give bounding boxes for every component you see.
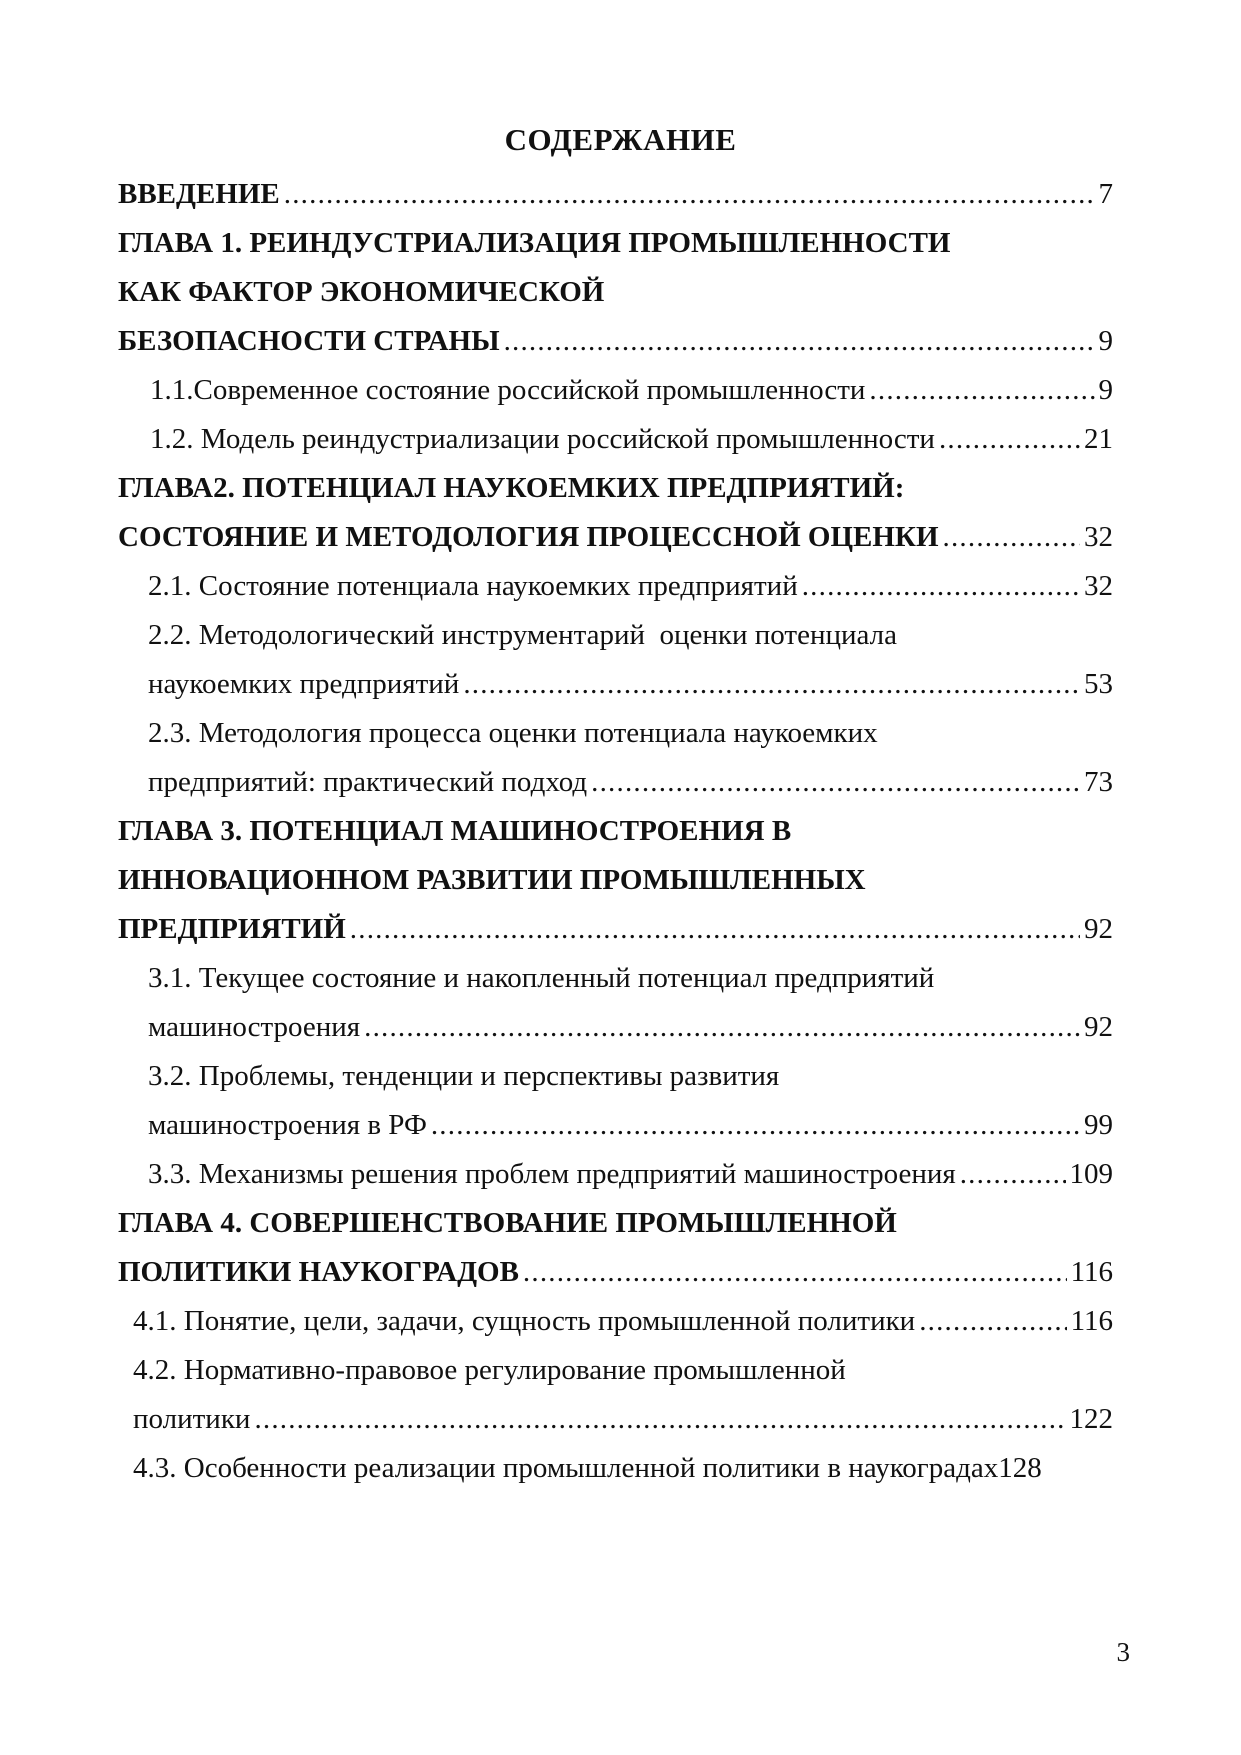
toc-page-number: 92: [1084, 1011, 1113, 1043]
toc-entry-title: предприятий: практический подход: [148, 766, 588, 798]
toc-section-2-2-line-2[interactable]: [148, 660, 1113, 708]
toc-section-2-3-line-2[interactable]: [148, 758, 1113, 806]
leader-dots: [350, 905, 1080, 953]
table-of-contents: [0, 170, 1241, 1650]
leader-dots: [943, 513, 1080, 561]
leader-dots: [869, 366, 1094, 414]
toc-chapter-2-line-1[interactable]: ГЛАВА2. ПОТЕНЦИАЛ НАУКОЕМКИХ ПРЕДПРИЯТИЙ:: [118, 472, 905, 504]
toc-chapter-1-line-2[interactable]: КАК ФАКТОР ЭКОНОМИЧЕСКОЙ: [118, 276, 605, 308]
toc-chapter-2-line-2[interactable]: [118, 513, 1113, 561]
toc-entry-title: БЕЗОПАСНОСТИ СТРАНЫ: [118, 325, 500, 357]
toc-chapter-3-line-3[interactable]: [118, 905, 1113, 953]
toc-section-3-1-line-2[interactable]: [148, 1003, 1113, 1051]
leader-dots: [960, 1150, 1066, 1198]
toc-page-number: 9: [1098, 374, 1113, 406]
toc-section-2-1[interactable]: [148, 562, 1113, 610]
toc-entry-title: машиностроения: [148, 1011, 361, 1043]
leader-dots: [284, 170, 1095, 218]
toc-section-1-1[interactable]: [150, 366, 1113, 414]
leader-dots: [254, 1395, 1065, 1443]
toc-section-4-2-line-2[interactable]: [133, 1395, 1113, 1443]
leader-dots: [504, 317, 1095, 365]
toc-chapter-1-line-3[interactable]: [118, 317, 1113, 365]
toc-entry-title: ПРЕДПРИЯТИЙ: [118, 913, 346, 945]
leader-dots: [523, 1248, 1067, 1296]
toc-chapter-3-line-1[interactable]: ГЛАВА 3. ПОТЕНЦИАЛ МАШИНОСТРОЕНИЯ В: [118, 815, 792, 847]
toc-entry-title: 1.2. Модель реиндустриализации российской промышленности: [150, 423, 935, 455]
toc-entry-title: машиностроения в РФ: [148, 1109, 427, 1141]
toc-section-2-2-line-1[interactable]: 2.2. Методологический инструментарий оценки потенциала: [148, 619, 898, 651]
toc-entry-intro[interactable]: [118, 170, 1113, 218]
toc-entry-title: наукоемких предприятий: [148, 668, 460, 700]
toc-entry-title: ПОЛИТИКИ НАУКОГРАДОВ: [118, 1256, 519, 1288]
toc-chapter-4-line-1[interactable]: ГЛАВА 4. СОВЕРШЕНСТВОВАНИЕ ПРОМЫШЛЕННОЙ: [118, 1207, 897, 1239]
toc-page-number: 109: [1069, 1158, 1113, 1190]
toc-page-number: 21: [1084, 423, 1113, 455]
toc-page-number: 99: [1084, 1109, 1113, 1141]
toc-entry-title: 3.3. Механизмы решения проблем предприятий машиностроения: [148, 1158, 956, 1190]
toc-entry-title: 2.1. Состояние потенциала наукоемких предприятий: [148, 570, 798, 602]
toc-page-number: 92: [1084, 913, 1113, 945]
leader-dots: [802, 562, 1080, 610]
toc-chapter-4-line-2[interactable]: [118, 1248, 1113, 1296]
leader-dots: [431, 1101, 1080, 1149]
toc-section-3-2-line-2[interactable]: [148, 1101, 1113, 1149]
toc-page-number: 122: [1069, 1403, 1113, 1435]
toc-section-4-2-line-1[interactable]: 4.2. Нормативно-правовое регулирование промышленной: [133, 1354, 846, 1386]
toc-entry-title: 4.3. Особенности реализации промышленной политики в наукоградах: [133, 1452, 999, 1484]
page-number: 3: [1116, 1637, 1130, 1667]
toc-section-4-1[interactable]: [133, 1297, 1113, 1345]
toc-chapter-1-line-1[interactable]: ГЛАВА 1. РЕИНДУСТРИАЛИЗАЦИЯ ПРОМЫШЛЕННОСТИ: [118, 227, 951, 259]
toc-chapter-3-line-2[interactable]: ИННОВАЦИОННОМ РАЗВИТИИ ПРОМЫШЛЕННЫХ: [118, 864, 866, 896]
toc-page-number: 32: [1084, 521, 1113, 553]
page-title: СОДЕРЖАНИЕ: [504, 122, 737, 157]
toc-section-3-3[interactable]: [148, 1150, 1113, 1198]
toc-page-number: 7: [1098, 178, 1113, 210]
leader-dots: [591, 758, 1080, 806]
leader-dots: [364, 1003, 1080, 1051]
toc-section-2-3-line-1[interactable]: 2.3. Методология процесса оценки потенциала наукоемких: [148, 717, 878, 749]
toc-entry-title: 1.1.Современное состояние российской промышленности: [150, 374, 866, 406]
toc-entry-title: ВВЕДЕНИЕ: [118, 178, 280, 210]
toc-entry-title: политики: [133, 1403, 251, 1435]
toc-page-number: 116: [1070, 1305, 1113, 1337]
toc-section-1-2[interactable]: [150, 415, 1113, 463]
toc-section-3-2-line-1[interactable]: 3.2. Проблемы, тенденции и перспективы развития: [148, 1060, 780, 1092]
toc-entry-title: 4.1. Понятие, цели, задачи, сущность промышленной политики: [133, 1305, 916, 1337]
toc-section-4-3[interactable]: [133, 1444, 1121, 1492]
toc-page-number: 73: [1084, 766, 1113, 798]
leader-dots: [463, 660, 1080, 708]
leader-dots: [919, 1297, 1066, 1345]
toc-section-3-1-line-1[interactable]: 3.1. Текущее состояние и накопленный потенциал предприятий: [148, 962, 935, 994]
toc-entry-title: СОСТОЯНИЕ И МЕТОДОЛОГИЯ ПРОЦЕССНОЙ ОЦЕНКИ: [118, 521, 939, 553]
toc-page-number: 116: [1070, 1256, 1113, 1288]
toc-page-number: 9: [1098, 325, 1113, 357]
toc-page-number: 53: [1084, 668, 1113, 700]
toc-page-number: 128: [998, 1452, 1042, 1484]
leader-dots: [939, 415, 1080, 463]
toc-page-number: 32: [1084, 570, 1113, 602]
